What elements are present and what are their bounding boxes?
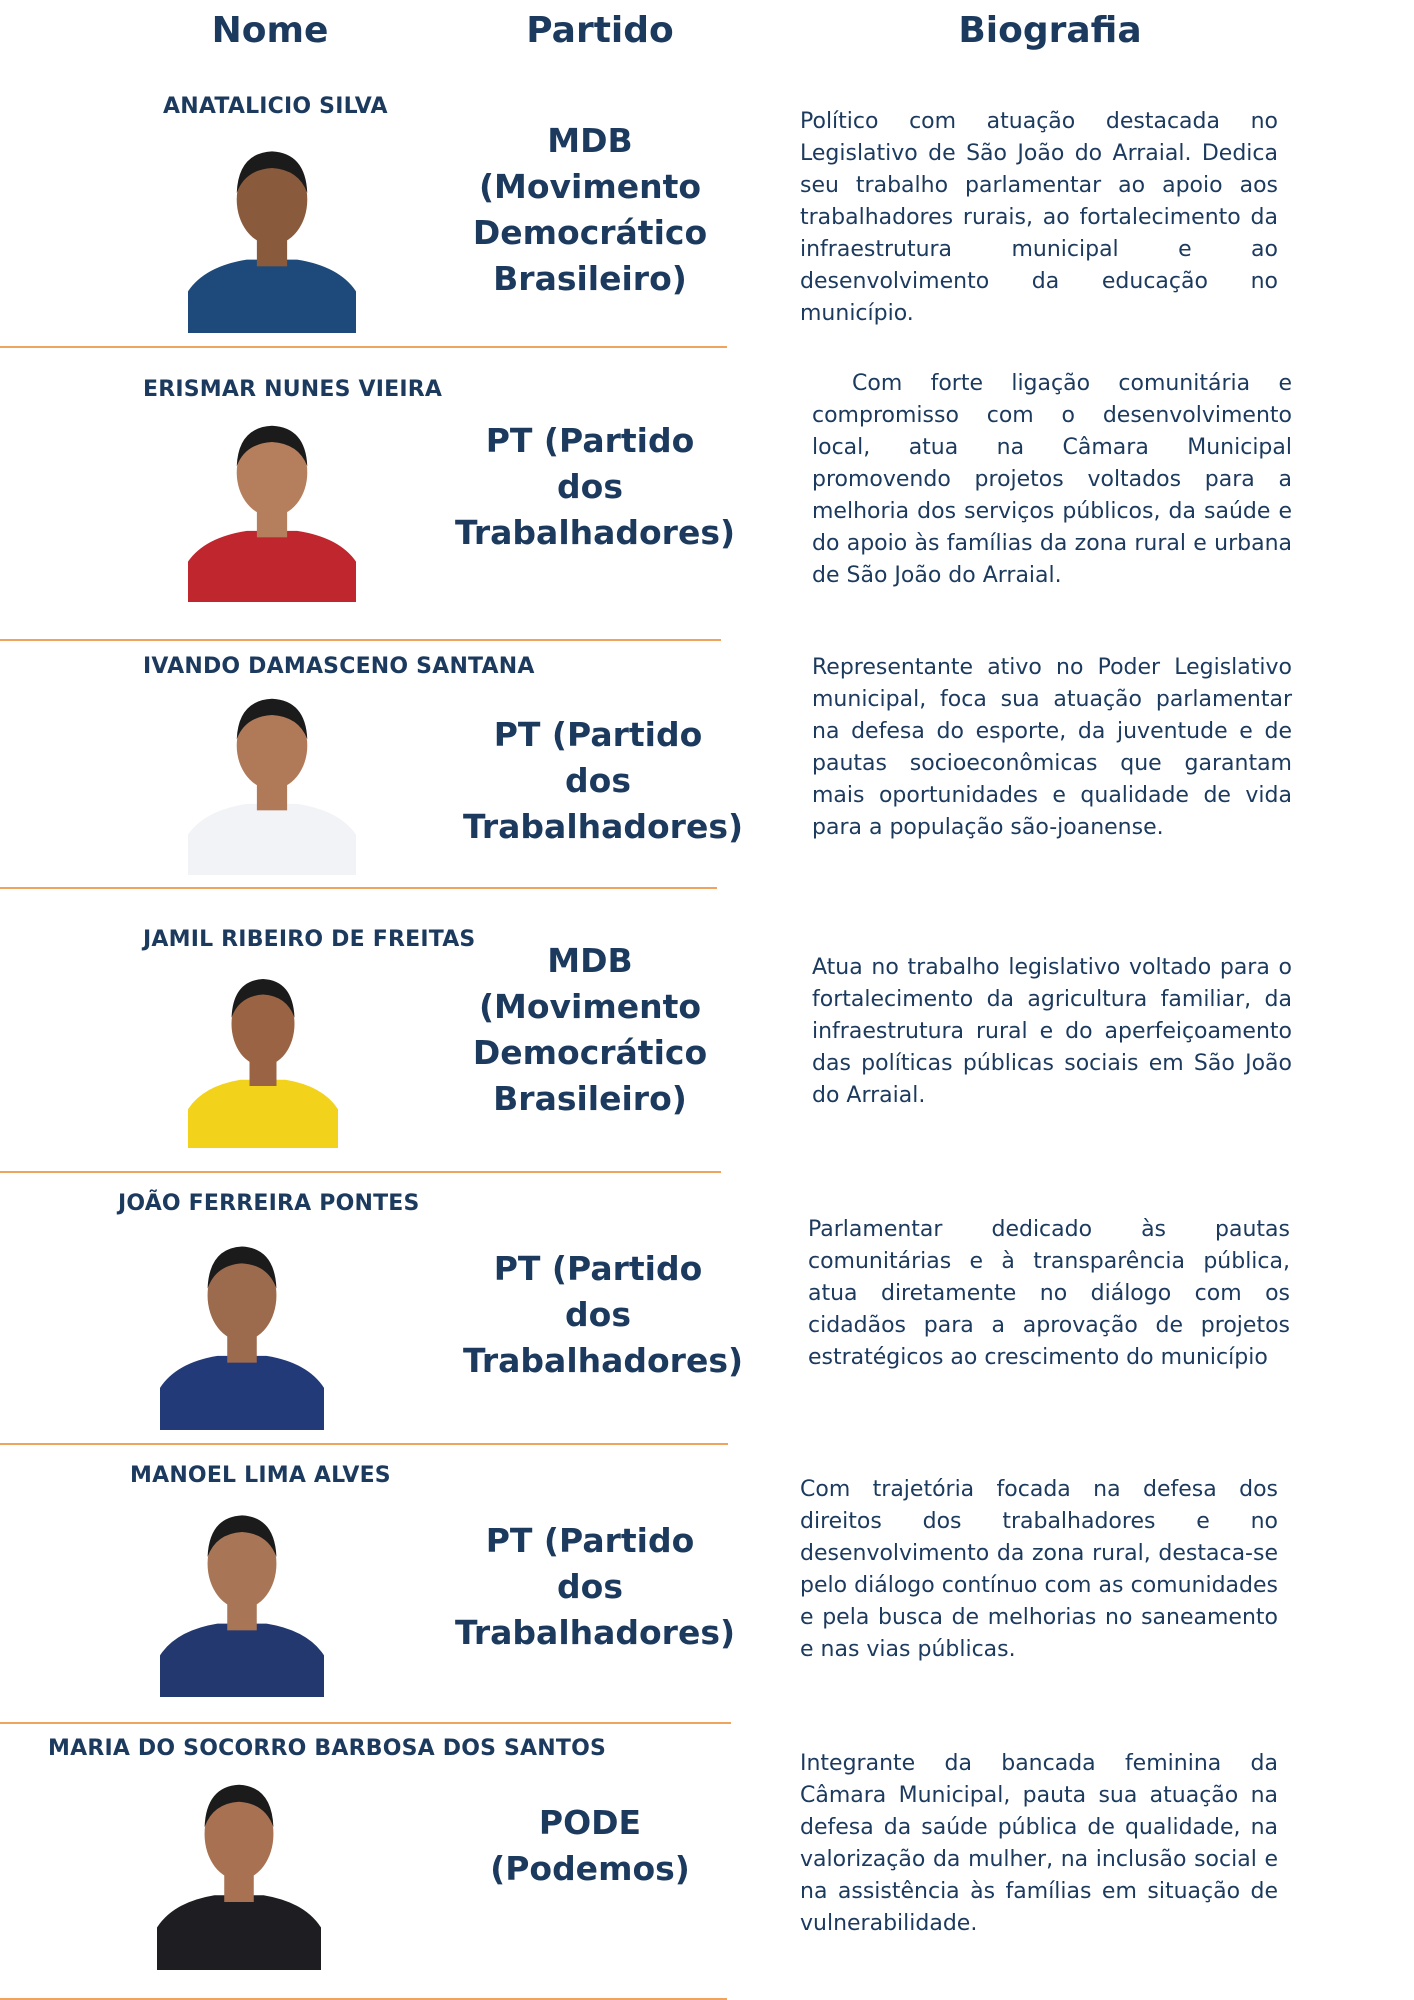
member-photo <box>157 1766 321 1970</box>
member-party: MDB (Movimento Democrático Brasileiro) <box>472 121 708 298</box>
portrait-illustration <box>188 133 356 333</box>
member-party: PT (Partido dos Trabalhadores) <box>455 1521 736 1652</box>
portrait-illustration <box>160 1228 324 1430</box>
column-header-biografia: Biografia <box>958 10 1142 51</box>
row-divider <box>0 1171 721 1173</box>
member-photo <box>188 408 356 602</box>
member-party: PT (Partido dos Trabalhadores) <box>463 1249 744 1380</box>
row-divider <box>0 1443 728 1445</box>
portrait-illustration <box>188 408 356 602</box>
member-party: PT (Partido dos Trabalhadores) <box>455 421 736 552</box>
member-name: JOÃO FERREIRA PONTES <box>118 1191 420 1216</box>
portrait-illustration <box>188 681 356 875</box>
portrait-illustration <box>157 1766 321 1970</box>
member-name: MARIA DO SOCORRO BARBOSA DOS SANTOS <box>48 1736 607 1761</box>
member-photo <box>160 1228 324 1430</box>
row-divider <box>0 1722 731 1724</box>
member-bio: Atua no trabalho legislativo voltado para o fortalecimento da agricultura familiar, da infraestrutura rural e do aperfeiçoamento das políticas públicas sociais em São João do Arraial. <box>812 955 1292 1108</box>
member-photo <box>188 962 338 1148</box>
member-name: ERISMAR NUNES VIEIRA <box>143 377 443 402</box>
member-photo <box>160 1497 324 1697</box>
portrait-illustration <box>188 962 338 1148</box>
member-party: PT (Partido dos Trabalhadores) <box>463 715 744 846</box>
row-divider <box>0 346 727 348</box>
portrait-illustration <box>160 1497 324 1697</box>
member-name: ANATALICIO SILVA <box>163 94 388 119</box>
column-header-partido: Partido <box>526 10 674 51</box>
member-photo <box>188 681 356 875</box>
member-bio: Representante ativo no Poder Legislativo municipal, foca sua atuação parlamentar na defesa do esporte, da juventude e de pautas socioeconômicas que garantam mais oportunidades e qualidade de vida para a população são-joanense. <box>812 655 1292 840</box>
member-party: MDB (Movimento Democrático Brasileiro) <box>472 941 708 1118</box>
member-name: IVANDO DAMASCENO SANTANA <box>143 654 535 679</box>
member-name: JAMIL RIBEIRO DE FREITAS <box>143 927 476 952</box>
column-header-nome: Nome <box>211 10 329 51</box>
member-bio: Com trajetória focada na defesa dos direitos dos trabalhadores e no desenvolvimento da zona rural, destaca-se pelo diálogo contínuo com as comunidades e pela busca de melhorias no saneamento e nas vias públicas. <box>800 1477 1278 1662</box>
member-bio: Integrante da bancada feminina da Câmara Municipal, pauta sua atuação na defesa da saúde pública de qualidade, na valorização da mulher, na inclusão social e na assistência às famílias em situação de vulnerabilidade. <box>800 1751 1278 1936</box>
member-party: PODE (Podemos) <box>490 1803 690 1888</box>
member-bio: Com forte ligação comunitária e compromisso com o desenvolvimento local, atua na Câmara Municipal promovendo projetos voltados para a melhoria dos serviços públicos, da saúde e do apoio às famílias da zona rural e urbana de São João do Arraial. <box>812 371 1292 588</box>
row-divider <box>0 639 721 641</box>
member-photo <box>188 133 356 333</box>
member-bio: Parlamentar dedicado às pautas comunitárias e à transparência pública, atua diretamente no diálogo com os cidadãos para a aprovação de projetos estratégicos ao crescimento do município <box>808 1217 1290 1370</box>
member-name: MANOEL LIMA ALVES <box>130 1463 391 1488</box>
member-bio: Político com atuação destacada no Legislativo de São João do Arraial. Dedica seu trabalho parlamentar ao apoio aos trabalhadores rurais, ao fortalecimento da infraestrutura municipal e ao desenvolvimento da educação no município. <box>800 109 1278 326</box>
row-divider <box>0 887 717 889</box>
